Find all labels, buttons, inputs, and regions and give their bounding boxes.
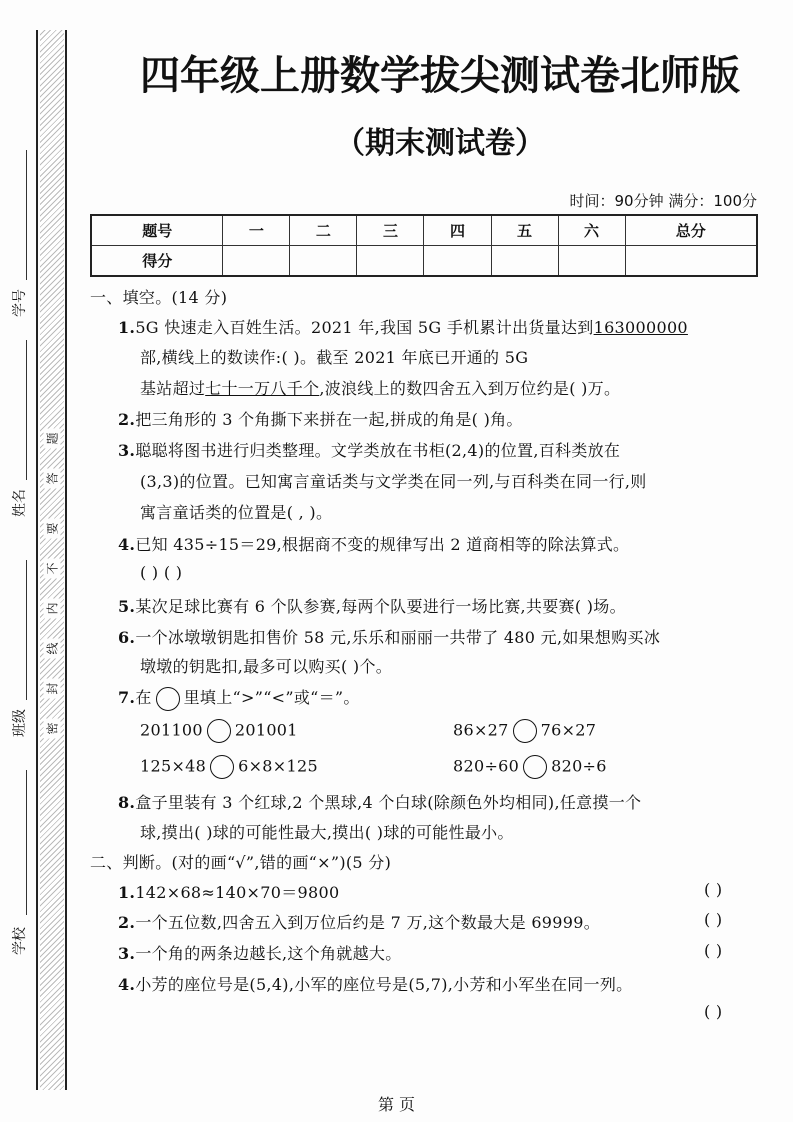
class-line xyxy=(26,560,27,700)
name-line xyxy=(26,340,27,480)
header-cell: 总分 xyxy=(625,215,757,246)
score-cell[interactable] xyxy=(223,246,290,277)
judge-item: 1.142×68≈140×70＝9800 xyxy=(118,883,340,902)
score-table xyxy=(90,214,758,277)
answer-paren[interactable]: ( ) xyxy=(704,1002,723,1021)
question-line: 4.已知 435÷15＝29,根据商不变的规律写出 2 道商相等的除法算式。 xyxy=(118,535,630,554)
score-cell[interactable] xyxy=(424,246,491,277)
header-cell: 题号 xyxy=(91,215,223,246)
circle-icon xyxy=(156,687,180,711)
question-line: 基站超过七十一万八千个,波浪线上的数四舍五入到万位约是( )万。 xyxy=(140,379,621,398)
label-class: 班级 xyxy=(12,709,28,737)
label-name: 姓名 xyxy=(12,489,28,517)
question-line: 墩墩的钥匙扣,最多可以购买( )个。 xyxy=(140,657,393,676)
row-label: 得分 xyxy=(91,246,223,277)
section-title: 二、判断。(对的画“√”,错的画“×”)(5 分) xyxy=(90,853,392,872)
question-line: 寓言童话类的位置是( , )。 xyxy=(140,503,333,522)
score-cell[interactable] xyxy=(491,246,558,277)
judge-item: 4.小芳的座位号是(5,4),小军的座位号是(5,7),小芳和小军坐在同一列。 xyxy=(118,975,633,994)
score-cell[interactable] xyxy=(357,246,424,277)
binding-char: 封 xyxy=(44,679,61,699)
question-line: 1.5G 快速走入百姓生活。2021 年,我国 5G 手机累计出货量达到163000000 xyxy=(118,318,688,337)
margin-line xyxy=(65,30,67,1090)
exam-meta: 时间：90分钟 满分：100分 xyxy=(569,192,757,210)
question-line: 球,摸出( )球的可能性最大,摸出( )球的可能性最小。 xyxy=(140,823,514,842)
binding-char: 不 xyxy=(44,559,61,579)
binding-char: 线 xyxy=(44,639,61,659)
header-cell: 二 xyxy=(290,215,357,246)
margin-line xyxy=(36,30,38,1090)
school-line xyxy=(26,770,27,915)
answer-blanks[interactable]: ( ) ( ) xyxy=(140,563,183,582)
answer-paren[interactable]: ( ) xyxy=(704,941,723,960)
question-line: 部,横线上的数读作:( )。截至 2021 年底已开通的 5G xyxy=(140,348,529,367)
compare-item[interactable]: 201100 201001 xyxy=(140,719,298,743)
header-cell: 五 xyxy=(491,215,558,246)
compare-circle[interactable] xyxy=(210,755,234,779)
page-title: 四年级上册数学拔尖测试卷北师版 xyxy=(140,53,740,99)
compare-item[interactable]: 820÷60 820÷6 xyxy=(453,755,607,779)
compare-item[interactable]: 125×48 6×8×125 xyxy=(140,755,318,779)
compare-item[interactable]: 86×27 76×27 xyxy=(453,719,596,743)
question-line: 6.一个冰墩墩钥匙扣售价 58 元,乐乐和丽丽一共带了 480 元,如果想购买冰 xyxy=(118,628,661,647)
compare-circle[interactable] xyxy=(207,719,231,743)
page-footer: 第 页 xyxy=(377,1095,416,1114)
binding-char: 答 xyxy=(44,469,61,489)
binding-char: 要 xyxy=(44,519,61,539)
compare-circle[interactable] xyxy=(523,755,547,779)
question-line: 8.盒子里装有 3 个红球,2 个黑球,4 个白球(除颜色外均相同),任意摸一个 xyxy=(118,793,642,812)
judge-item: 3.一个角的两条边越长,这个角就越大。 xyxy=(118,944,402,963)
judge-item: 2.一个五位数,四舍五入到万位后约是 7 万,这个数最大是 69999。 xyxy=(118,913,601,932)
binding-char: 密 xyxy=(44,719,61,739)
answer-paren[interactable]: ( ) xyxy=(704,910,723,929)
question-line: 5.某次足球比赛有 6 个队参赛,每两个队要进行一场比赛,共要赛( )场。 xyxy=(118,597,626,616)
compare-circle[interactable] xyxy=(513,719,537,743)
score-cell[interactable] xyxy=(625,246,757,277)
header-cell: 四 xyxy=(424,215,491,246)
question-line: 7.在 里填上“>”“<”或“＝”。 xyxy=(118,685,360,711)
binding-char: 题 xyxy=(44,429,61,449)
binding-char: 内 xyxy=(44,599,61,619)
score-cell[interactable] xyxy=(290,246,357,277)
question-line: 3.聪聪将图书进行归类整理。文学类放在书柜(2,4)的位置,百科类放在 xyxy=(118,441,621,460)
label-student-id: 学号 xyxy=(12,289,28,317)
label-school: 学校 xyxy=(12,927,28,955)
answer-paren[interactable]: ( ) xyxy=(704,880,723,899)
page-subtitle: （期末测试卷） xyxy=(335,126,545,161)
question-line: 2.把三角形的 3 个角撕下来拼在一起,拼成的角是( )角。 xyxy=(118,410,523,429)
section-title: 一、填空。(14 分) xyxy=(90,288,228,307)
header-cell: 三 xyxy=(357,215,424,246)
score-cell[interactable] xyxy=(558,246,625,277)
student-id-line xyxy=(26,150,27,280)
header-cell: 六 xyxy=(558,215,625,246)
question-line: (3,3)的位置。已知寓言童话类与文学类在同一列,与百科类在同一行,则 xyxy=(140,472,647,491)
header-cell: 一 xyxy=(223,215,290,246)
